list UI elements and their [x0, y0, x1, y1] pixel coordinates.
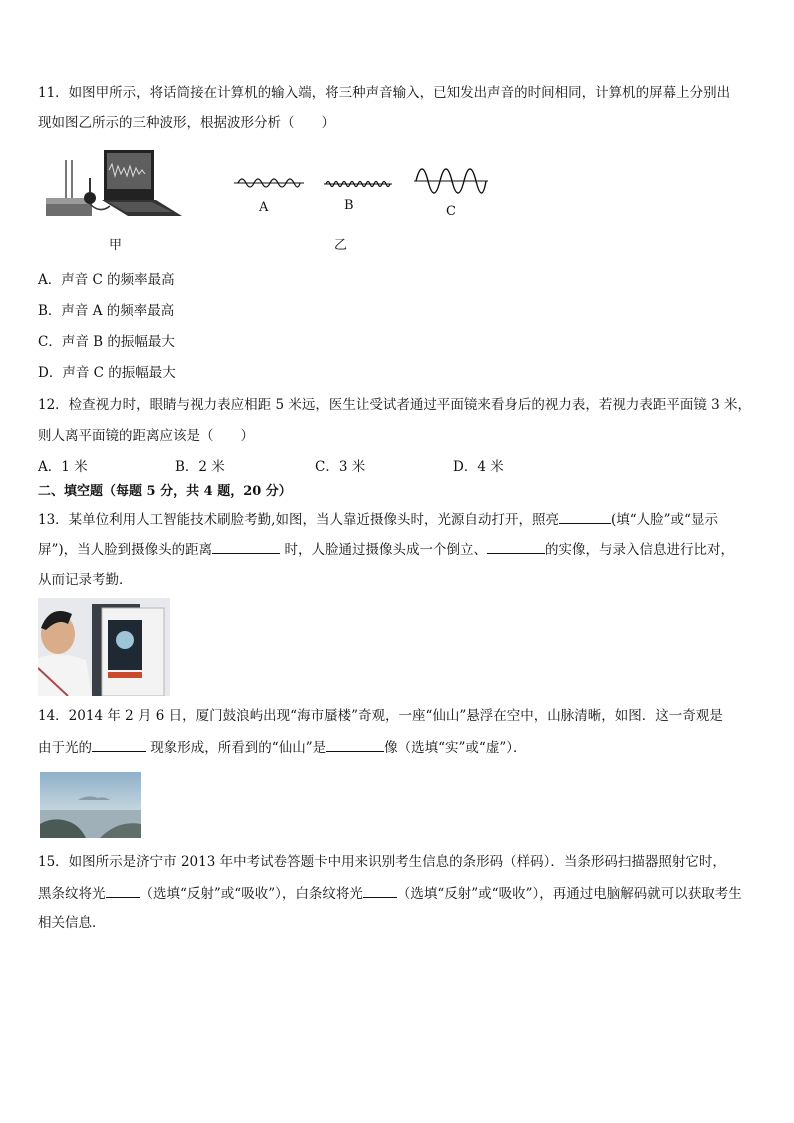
- q11-option-c: C．声音 B 的振幅最大: [38, 334, 175, 350]
- q13-line1-text-b: (填“人脸”或“显示: [610, 512, 718, 528]
- q13-line3: 从而记录考勤．: [38, 572, 133, 588]
- q15-line2: [38, 884, 742, 903]
- q13-blank-2[interactable]: [212, 540, 280, 554]
- q15-blank-1[interactable]: [106, 884, 140, 898]
- q12-option-d: D．4 米: [453, 459, 504, 475]
- q15-line2-text-b: （选填“反射”或“吸收”），白条纹将光: [139, 886, 363, 902]
- section-heading: 二、填空题（每题 5 分，共 4 题，20 分）: [38, 484, 292, 499]
- q14-line2: [38, 738, 526, 757]
- q12-option-c: C．3 米: [315, 459, 366, 475]
- q14-line2-text-c: 像（选填“实”或“虚”）．: [384, 740, 527, 756]
- q13-line2: [38, 540, 734, 559]
- figure-yi-caption: 乙: [334, 238, 348, 253]
- q15-line3: 相关信息．: [38, 915, 106, 931]
- waveform-b: [324, 172, 392, 196]
- q11-option-a: A．声音 C 的频率最高: [38, 272, 175, 288]
- q14-line1: 14．2014 年 2 月 6 日，厦门鼓浪屿出现“海市蜃楼”奇观，一座“仙山”悬浮在空中，山脉清晰，如图．这一奇观是: [38, 708, 723, 724]
- q13-blank-1[interactable]: [559, 510, 611, 524]
- q14-line2-text-b: 现象形成，所看到的“仙山”是: [146, 740, 327, 756]
- q13-line2-text-b: 时，人脸通过摄像头成一个倒立、: [280, 542, 487, 558]
- waveform-a: [234, 168, 304, 198]
- q12-option-a: A．1 米: [38, 459, 88, 475]
- waveform-c: [414, 158, 488, 204]
- q11-option-d: D．声音 C 的振幅最大: [38, 365, 176, 381]
- q15-line2-text-c: （选填“反射”或“吸收”），再通过电脑解码就可以获取考生: [396, 886, 742, 902]
- q14-blank-1[interactable]: [92, 738, 146, 752]
- q15-line1: 15．如图所示是济宁市 2013 年中考试卷答题卡中用来识别考生信息的条形码（样码）．当条形码扫描器照射它时，: [38, 854, 726, 870]
- q11-line2: 现如图乙所示的三种波形，根据波形分析（ ）: [38, 115, 335, 131]
- waveform-c-label: C: [446, 204, 456, 219]
- q12-option-b: B．2 米: [175, 459, 225, 475]
- waveform-b-label: B: [344, 198, 354, 213]
- mirage-photo: [40, 772, 141, 838]
- q13-blank-3[interactable]: [487, 540, 545, 554]
- q14-line2-text-a: 由于光的: [38, 740, 92, 756]
- q14-blank-2[interactable]: [326, 738, 384, 752]
- waveform-a-label: A: [259, 200, 269, 215]
- q15-blank-2[interactable]: [363, 884, 397, 898]
- q15-line2-text-a: 黑条纹将光: [38, 886, 106, 902]
- q13-line1: [38, 510, 718, 529]
- laptop-microphone-figure: [44, 148, 186, 224]
- q12-line2: 则人离平面镜的距离应该是（ ）: [38, 428, 254, 444]
- q12-line1: 12．检查视力时，眼睛与视力表应相距 5 米远，医生让受试者通过平面镜来看身后的视力表，若视力表距平面镜 3 米，: [38, 397, 752, 413]
- q13-line2-text-a: 屏”)，当人脸到摄像头的距离: [38, 542, 213, 558]
- q13-line1-text-a: 13．某单位利用人工智能技术刷脸考勤,如图，当人靠近摄像头时，光源自动打开，照亮: [38, 512, 559, 528]
- q11-option-b: B．声音 A 的频率最高: [38, 303, 175, 319]
- q11-line1: 11．如图甲所示，将话筒接在计算机的输入端，将三种声音输入，已知发出声音的时间相同，计算机的屏幕上分别出: [38, 85, 731, 101]
- q13-line2-text-c: 的实像，与录入信息进行比对，: [544, 542, 734, 558]
- face-recognition-photo: [38, 598, 170, 696]
- figure-jia-caption: 甲: [109, 238, 123, 253]
